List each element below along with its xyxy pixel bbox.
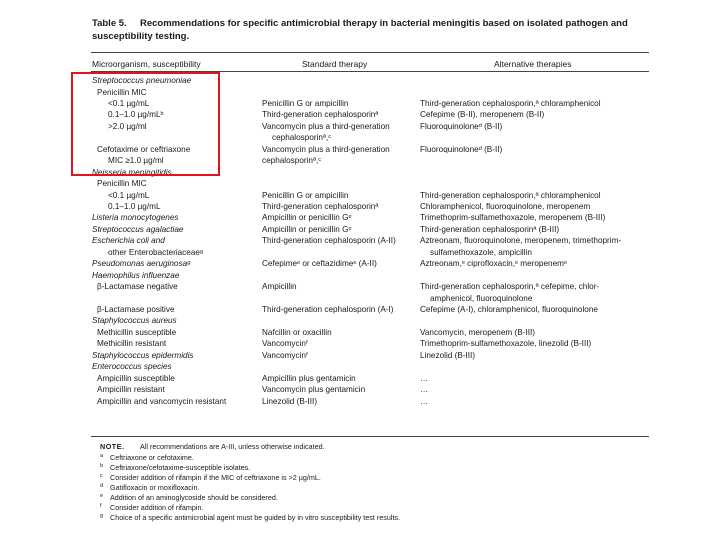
cell-microorganism: β-Lactamase negative: [97, 282, 178, 292]
cell-microorganism: 0.1–1.0 µg/mL: [108, 201, 161, 211]
cell-standard-therapy: Ampicillin: [262, 282, 297, 292]
cell-microorganism: <0.1 µg/mL: [108, 190, 150, 200]
cell-microorganism: Pseudomonas aeruginosaᵍ: [92, 259, 191, 269]
table-caption: [92, 17, 652, 43]
cell-alternative-therapies: Trimethoprim-sulfamethoxazole, meropenem (B-III): [420, 213, 606, 223]
cell-standard-therapy: Vancomycin plus a third-generation: [262, 121, 390, 131]
footnote: [100, 473, 620, 483]
footnote-text: Consider addition of rifampin if the MIC of ceftriaxone is >2 µg/mL.: [110, 473, 321, 482]
cell-microorganism: Penicillin MIC: [97, 87, 147, 97]
table-notes: [100, 442, 620, 523]
note-text: All recommendations are A-III, unless otherwise indicated.: [140, 442, 325, 451]
cell-microorganism: Ampicillin and vancomycin resistant: [97, 396, 227, 406]
footnote: [100, 503, 620, 513]
cell-alternative-therapies: Linezolid (B-III): [420, 350, 476, 360]
footnote: [100, 483, 620, 493]
table-row: [0, 258, 720, 269]
table-row: [0, 247, 720, 258]
cell-microorganism: Enterococcus species: [92, 362, 172, 372]
cell-microorganism: Methicillin resistant: [97, 339, 167, 349]
table-row: [0, 212, 720, 223]
cell-alternative-therapies: sulfamethoxazole, ampicillin: [430, 247, 532, 257]
column-header-microorganism: Microorganism, susceptibility: [92, 59, 201, 69]
cell-microorganism: Escherichia coli and: [92, 236, 165, 246]
note-heading: NOTE.: [100, 442, 125, 451]
footnote-mark: g: [100, 513, 104, 519]
cell-standard-therapy: Third-generation cephalosporinª: [262, 110, 379, 120]
table-row: [0, 396, 720, 407]
cell-microorganism: 0.1–1.0 µg/mLᵇ: [108, 110, 164, 120]
table-row: [0, 201, 720, 212]
table-row: [0, 178, 720, 189]
cell-alternative-therapies: …: [420, 396, 429, 406]
table-row: [0, 373, 720, 384]
footnote-text: Addition of an aminoglycoside should be considered.: [110, 493, 278, 502]
column-header-standard-therapy: Standard therapy: [302, 59, 368, 69]
table-row: [0, 235, 720, 246]
table-row: [0, 281, 720, 292]
top-rule: [91, 52, 649, 53]
cell-alternative-therapies: Cefepime (B-II), meropenem (B-II): [420, 110, 545, 120]
footnote-list: [100, 453, 620, 523]
table-row: [0, 293, 720, 304]
cell-alternative-therapies: Fluoroquinoloneᵈ (B-II): [420, 121, 503, 131]
cell-microorganism: Methicillin susceptible: [97, 327, 177, 337]
cell-alternative-therapies: Cefepime (A-I), chloramphenicol, fluoroquinolone: [420, 305, 598, 314]
table-row: [0, 361, 720, 372]
cell-alternative-therapies: Vancomycin, meropenem (B-III): [420, 327, 535, 337]
cell-alternative-therapies: Trimethoprim-sulfamethoxazole, linezolid (B-III): [420, 339, 592, 349]
cell-alternative-therapies: …: [420, 385, 429, 395]
footnote-mark: d: [100, 483, 104, 489]
cell-microorganism: Listeria monocytogenes: [92, 213, 179, 223]
cell-alternative-therapies: amphenicol, fluoroquinolone: [430, 293, 533, 303]
cell-microorganism: Streptococcus agalactiae: [92, 224, 184, 234]
cell-microorganism: Staphylococcus aureus: [92, 316, 177, 326]
cell-alternative-therapies: Aztreonam,ᵉ ciprofloxacin,ᵉ meropenemᵉ: [420, 259, 568, 269]
cell-microorganism: Streptococcus pneumoniae: [92, 76, 192, 85]
cell-microorganism: Staphylococcus epidermidis: [92, 350, 194, 360]
highlight-box: [71, 72, 220, 176]
cell-standard-therapy: Third-generation cephalosporin (A-II): [262, 236, 396, 246]
footnote-mark: e: [100, 493, 104, 499]
table-row: [0, 304, 720, 315]
footnote: [100, 513, 620, 523]
table-row: [0, 224, 720, 235]
cell-standard-therapy: Third-generation cephalosporinª: [262, 201, 379, 211]
footnote-text: Ceftriaxone/cefotaxime-susceptible isolates.: [110, 463, 251, 472]
cell-standard-therapy: Penicillin G or ampicillin: [262, 98, 349, 108]
cell-standard-therapy: Vancomycin plus a third-generation: [262, 144, 390, 154]
footnote-mark: b: [100, 463, 104, 469]
table-title: Recommendations for specific antimicrobial therapy in bacterial meningitis based on isolated pathogen and susceptibility testing.: [92, 18, 628, 42]
footnote: [100, 493, 620, 503]
footnote-mark: f: [100, 503, 102, 509]
cell-standard-therapy: Third-generation cephalosporin (A-I): [262, 305, 394, 314]
table-row: [0, 190, 720, 201]
table-row: [0, 338, 720, 349]
cell-standard-therapy: Penicillin G or ampicillin: [262, 190, 349, 200]
cell-alternative-therapies: Aztreonam, fluoroquinolone, meropenem, trimethoprim-: [420, 236, 622, 246]
cell-standard-therapy: Ampicillin plus gentamicin: [262, 373, 356, 383]
cell-microorganism: other Enterobacteriaceaeᵍ: [108, 247, 204, 257]
cell-alternative-therapies: Third-generation cephalosporin,ª chloramphenicol: [420, 190, 601, 200]
table-row: [0, 327, 720, 338]
cell-alternative-therapies: Third-generation cephalosporin,ª chloramphenicol: [420, 98, 601, 108]
table-label: Table 5.: [92, 18, 127, 29]
footnote-text: Gatifloxacin or moxifloxacin.: [110, 483, 200, 492]
table-row: [0, 384, 720, 395]
cell-alternative-therapies: Third-generation cephalosporin,ª cefepime, chlor-: [420, 282, 600, 292]
cell-standard-therapy: Linezolid (B-III): [262, 396, 318, 406]
cell-microorganism: >2.0 µg/ml: [108, 121, 147, 131]
cell-microorganism: MIC ≥1.0 µg/ml: [108, 156, 164, 166]
table-row: [0, 350, 720, 361]
cell-standard-therapy: Vancomycinᶠ: [262, 350, 308, 360]
cell-microorganism: Neisseria meningitidis: [92, 167, 172, 177]
column-header-alternative-therapies: Alternative therapies: [494, 59, 572, 69]
cell-standard-therapy: Nafcillin or oxacillin: [262, 327, 332, 337]
cell-microorganism: β-Lactamase positive: [97, 305, 175, 314]
cell-microorganism: Ampicillin susceptible: [97, 373, 175, 383]
cell-microorganism: Cefotaxime or ceftriaxone: [97, 144, 191, 154]
cell-microorganism: Haemophilus influenzae: [92, 270, 180, 280]
footnote-mark: c: [100, 473, 103, 479]
footnote: [100, 453, 620, 463]
cell-alternative-therapies: Chloramphenicol, fluoroquinolone, meropenem: [420, 201, 591, 211]
cell-microorganism: Penicillin MIC: [97, 179, 147, 189]
footnote-text: Choice of a specific antimicrobial agent must be guided by in vitro susceptibility test results.: [110, 513, 401, 522]
cell-alternative-therapies: Fluoroquinoloneᵈ (B-II): [420, 144, 503, 154]
cell-standard-therapy: Vancomycin plus gentamicin: [262, 385, 366, 395]
cell-standard-therapy: Ampicillin or penicillin Gᵉ: [262, 224, 352, 234]
footnote: [100, 463, 620, 473]
cell-standard-therapy: Vancomycinᶠ: [262, 339, 308, 349]
cell-microorganism: Ampicillin resistant: [97, 385, 165, 395]
cell-alternative-therapies: …: [420, 373, 429, 383]
cell-standard-therapy: Cefepimeᵉ or ceftazidimeᵉ (A-II): [262, 259, 377, 269]
footnote-mark: a: [100, 453, 104, 459]
footnote-text: Consider addition of rifampin.: [110, 503, 204, 512]
table-row: [0, 315, 720, 326]
cell-standard-therapy: cephalosporinª,ᶜ: [272, 133, 332, 143]
bottom-rule: [91, 436, 649, 437]
table-row: [0, 270, 720, 281]
cell-microorganism: <0.1 µg/mL: [108, 98, 150, 108]
footnote-text: Ceftriaxone or cefotaxime.: [110, 453, 194, 462]
cell-alternative-therapies: Third-generation cephalosporinª (B-III): [420, 224, 560, 234]
cell-standard-therapy: Ampicillin or penicillin Gᵉ: [262, 213, 352, 223]
cell-standard-therapy: cephalosporinª,ᶜ: [262, 156, 322, 166]
